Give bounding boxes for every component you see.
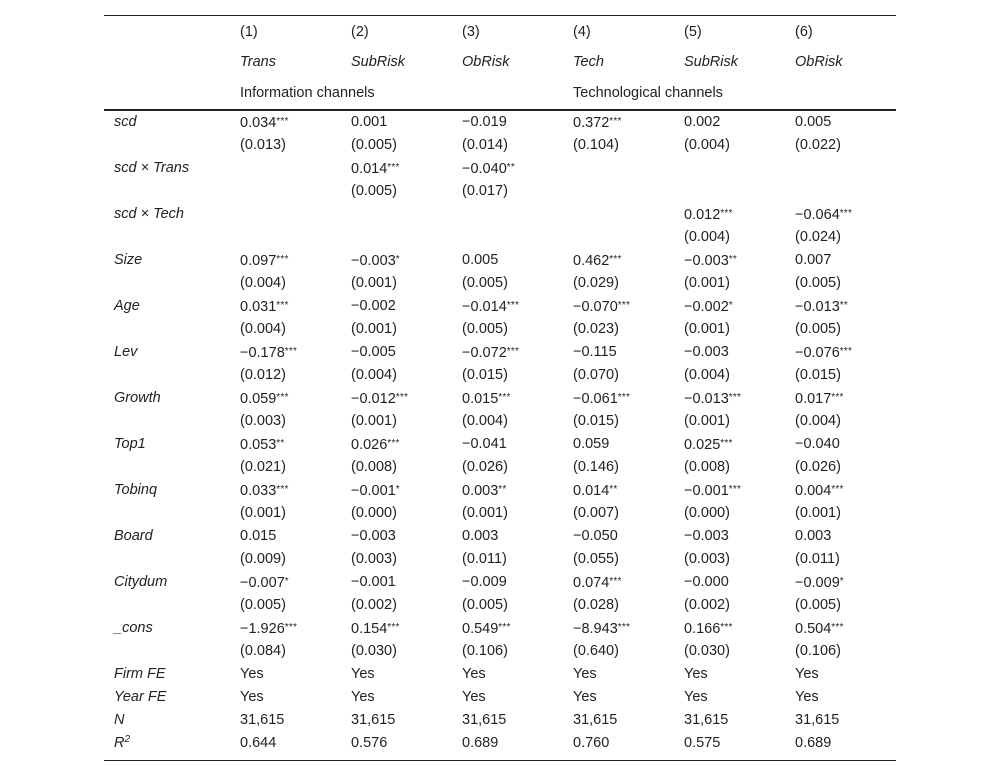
standard-error: (0.008) [351,459,397,475]
standard-error: (0.003) [240,413,286,429]
standard-error: (0.004) [795,413,841,429]
coefficient-cell [462,343,519,362]
coefficient-value: −0.007 [240,575,285,591]
significance-stars: *** [839,208,853,219]
column-number: (1) [240,24,258,40]
standard-error: (0.004) [684,367,730,383]
footer-value: Yes [795,666,819,682]
coefficient-cell [351,527,396,545]
coefficient-value: −0.003 [684,344,729,360]
column-number: (4) [573,24,591,40]
dependent-variable: ObRisk [795,54,843,70]
footer-value: Yes [240,689,264,705]
coefficient-cell [684,251,737,270]
coefficient-cell [240,435,284,454]
footer-value: Yes [240,666,264,682]
dependent-variable: SubRisk [684,54,738,70]
standard-error: (0.022) [795,137,841,153]
standard-error: (0.026) [795,459,841,475]
coefficient-value: −0.002 [684,299,729,315]
coefficient-cell [684,113,720,131]
standard-error: (0.005) [351,183,397,199]
coefficient-value: 0.549 [462,621,499,637]
footer-value: Yes [573,689,597,705]
row-label: Size [114,252,143,268]
coefficient-value: 0.017 [795,391,832,407]
coefficient-cell [462,527,498,545]
significance-stars: *** [728,392,742,403]
significance-stars: *** [276,116,289,127]
significance-stars: * [395,254,400,265]
footer-label-text: N [114,712,125,728]
coefficient-value: −0.003 [351,528,396,544]
standard-error: (0.029) [573,275,619,291]
standard-error: (0.005) [462,321,508,337]
standard-error: (0.008) [684,459,730,475]
coefficient-value: −0.019 [462,114,507,130]
standard-error: (0.000) [351,505,397,521]
coefficient-value: −0.009 [795,575,840,591]
coefficient-value: −0.013 [684,391,729,407]
standard-error: (0.005) [795,597,841,613]
coefficient-cell [684,205,733,224]
footer-value: 0.575 [684,735,721,751]
coefficient-cell [573,389,630,408]
significance-stars: *** [276,300,289,311]
coefficient-value: −1.926 [240,621,285,637]
significance-stars: *** [831,392,844,403]
footer-value: 0.689 [795,735,832,751]
standard-error: (0.005) [462,275,508,291]
coefficient-cell [795,619,844,638]
coefficient-cell [684,481,741,500]
significance-stars: *** [276,392,289,403]
significance-stars: *** [387,438,400,449]
row-label: scd × Trans [114,160,190,176]
standard-error: (0.640) [573,643,619,659]
coefficient-cell [462,159,515,178]
row-label: Growth [114,390,161,406]
standard-error: (0.001) [684,275,730,291]
coefficient-value: −0.076 [795,345,840,361]
significance-stars: ** [839,300,848,311]
standard-error: (0.011) [462,551,507,567]
coefficient-cell [573,435,609,453]
standard-error: (0.005) [462,597,508,613]
standard-error: (0.011) [795,551,840,567]
coefficient-cell [795,251,831,269]
coefficient-cell [351,573,396,591]
footer-value: 0.689 [462,735,499,751]
standard-error: (0.084) [240,643,286,659]
standard-error: (0.002) [351,597,397,613]
footer-value: 0.576 [351,735,388,751]
coefficient-value: 0.504 [795,621,832,637]
coefficient-value: −0.001 [684,483,729,499]
standard-error: (0.000) [684,505,730,521]
standard-error: (0.007) [573,505,619,521]
footer-label-text: R [114,735,125,751]
standard-error: (0.014) [462,137,508,153]
row-label: scd × Tech [114,206,184,222]
footer-value: Yes [351,689,375,705]
coefficient-cell [684,619,733,638]
group-label-technological: Technological channels [573,85,723,101]
table-bottom-rule [104,760,896,761]
standard-error: (0.005) [795,321,841,337]
standard-error: (0.024) [795,229,841,245]
coefficient-value: 0.026 [351,437,388,453]
coefficient-value: −0.002 [351,298,396,314]
coefficient-cell [795,343,852,362]
significance-stars: * [728,300,733,311]
significance-stars: *** [276,484,289,495]
coefficient-cell [240,527,276,545]
standard-error: (0.001) [351,321,397,337]
coefficient-cell [795,113,831,131]
standard-error: (0.004) [462,413,508,429]
table-header-rule [104,109,896,111]
footer-label-text: Firm FE [114,666,166,682]
standard-error: (0.005) [240,597,286,613]
coefficient-value: −8.943 [573,621,618,637]
standard-error: (0.106) [462,643,508,659]
coefficient-cell [351,389,408,408]
coefficient-cell [573,343,617,361]
table-top-rule [104,15,896,16]
significance-stars: * [395,484,400,495]
coefficient-cell [795,481,844,500]
significance-stars: *** [284,346,298,357]
coefficient-value: 0.003 [462,483,499,499]
coefficient-cell [351,481,400,500]
coefficient-value: 0.034 [240,115,277,131]
footer-row-label [114,734,130,752]
significance-stars: *** [498,392,511,403]
coefficient-value: 0.014 [351,161,388,177]
significance-stars: *** [617,300,631,311]
significance-stars: ** [728,254,737,265]
coefficient-value: −0.072 [462,345,507,361]
dependent-variable: Trans [240,54,276,70]
significance-stars: ** [506,162,515,173]
coefficient-cell [240,297,289,316]
coefficient-cell [573,251,622,270]
coefficient-cell [573,527,618,545]
standard-error: (0.026) [462,459,508,475]
coefficient-cell [684,527,729,545]
significance-stars: *** [609,254,622,265]
coefficient-cell [795,205,852,224]
coefficient-value: −0.041 [462,436,507,452]
significance-stars: *** [720,622,733,633]
column-number: (5) [684,24,702,40]
coefficient-value: −0.040 [795,436,840,452]
significance-stars: *** [728,484,742,495]
coefficient-cell [240,113,289,132]
coefficient-cell [462,113,507,131]
standard-error: (0.146) [573,459,619,475]
standard-error: (0.001) [351,275,397,291]
standard-error: (0.009) [240,551,286,567]
footer-value: 0.644 [240,735,277,751]
coefficient-value: −0.003 [351,253,396,269]
coefficient-cell [684,297,733,316]
footer-value: Yes [351,666,375,682]
significance-stars: *** [395,392,409,403]
coefficient-value: 0.154 [351,621,388,637]
row-label: Lev [114,344,138,360]
coefficient-value: 0.005 [462,252,499,268]
coefficient-cell [351,297,396,315]
coefficient-value: −0.003 [684,253,729,269]
significance-stars: *** [506,300,520,311]
coefficient-cell [462,435,507,453]
column-number: (6) [795,24,813,40]
significance-stars: *** [387,622,400,633]
significance-stars: ** [609,484,618,495]
standard-error: (0.001) [462,505,508,521]
coefficient-value: −0.064 [795,207,840,223]
row-label: _cons [114,620,153,636]
coefficient-value: −0.003 [684,528,729,544]
coefficient-cell [351,159,400,178]
coefficient-value: 0.015 [462,391,499,407]
group-label-information: Information channels [240,85,375,101]
coefficient-value: −0.012 [351,391,396,407]
footer-row-label [114,711,124,729]
row-label: Board [114,528,153,544]
coefficient-value: 0.059 [573,436,610,452]
coefficient-value: −0.005 [351,344,396,360]
standard-error: (0.004) [351,367,397,383]
coefficient-cell [462,297,519,316]
significance-stars: *** [506,346,520,357]
coefficient-cell [240,251,289,270]
significance-stars: *** [498,622,511,633]
coefficient-value: −0.061 [573,391,618,407]
coefficient-cell [573,113,622,132]
coefficient-value: 0.003 [462,528,499,544]
footer-row-label [114,688,166,706]
standard-error: (0.003) [351,551,397,567]
coefficient-value: −0.014 [462,299,507,315]
footer-value: Yes [684,689,708,705]
row-label: Age [114,298,140,314]
coefficient-value: 0.097 [240,253,277,269]
standard-error: (0.017) [462,183,508,199]
standard-error: (0.030) [351,643,397,659]
significance-stars: *** [720,208,733,219]
standard-error: (0.001) [240,505,286,521]
coefficient-cell [573,573,622,592]
footer-value: 31,615 [573,712,618,728]
significance-stars: * [284,576,289,587]
coefficient-cell [351,619,400,638]
coefficient-cell [795,297,848,316]
standard-error: (0.012) [240,367,286,383]
regression-table [104,15,896,761]
significance-stars: *** [284,622,298,633]
standard-error: (0.005) [795,275,841,291]
column-number: (2) [351,24,369,40]
coefficient-cell [795,573,844,592]
coefficient-cell [351,251,400,270]
footer-label-text: Year FE [114,689,167,705]
footer-value: 0.760 [573,735,610,751]
significance-stars: *** [839,346,853,357]
coefficient-cell [351,435,400,454]
coefficient-cell [462,251,498,269]
significance-stars: *** [831,484,844,495]
coefficient-value: 0.005 [795,114,832,130]
coefficient-cell [795,527,831,545]
coefficient-cell [240,573,289,592]
significance-stars: *** [609,576,622,587]
standard-error: (0.070) [573,367,619,383]
coefficient-cell [240,343,297,362]
footer-value: 31,615 [351,712,396,728]
significance-stars: *** [276,254,289,265]
footer-value: Yes [573,666,597,682]
footer-row-label [114,665,166,683]
dependent-variable: ObRisk [462,54,510,70]
coefficient-value: 0.014 [573,483,610,499]
significance-stars: *** [831,622,844,633]
standard-error: (0.004) [684,137,730,153]
coefficient-cell [573,619,630,638]
coefficient-value: 0.007 [795,252,832,268]
row-label: Top1 [114,436,146,452]
coefficient-cell [684,343,729,361]
coefficient-value: −0.178 [240,345,285,361]
standard-error: (0.023) [573,321,619,337]
coefficient-cell [462,573,507,591]
standard-error: (0.002) [684,597,730,613]
coefficient-value: 0.059 [240,391,277,407]
standard-error: (0.055) [573,551,619,567]
standard-error: (0.004) [240,275,286,291]
standard-error: (0.015) [795,367,841,383]
coefficient-value: 0.002 [684,114,721,130]
standard-error: (0.004) [684,229,730,245]
coefficient-cell [684,389,741,408]
row-label: scd [114,114,137,130]
coefficient-value: −0.040 [462,161,507,177]
coefficient-cell [684,573,729,591]
dependent-variable: SubRisk [351,54,405,70]
standard-error: (0.104) [573,137,619,153]
coefficient-cell [795,389,844,408]
coefficient-value: 0.012 [684,207,721,223]
coefficient-cell [684,435,733,454]
coefficient-value: −0.115 [573,344,617,360]
standard-error: (0.013) [240,137,286,153]
footer-label-superscript: 2 [124,734,131,745]
standard-error: (0.001) [684,413,730,429]
coefficient-value: 0.053 [240,437,277,453]
significance-stars: *** [617,622,631,633]
footer-value: 31,615 [795,712,840,728]
coefficient-value: 0.033 [240,483,277,499]
column-number: (3) [462,24,480,40]
standard-error: (0.106) [795,643,841,659]
coefficient-value: 0.166 [684,621,721,637]
significance-stars: ** [276,438,285,449]
standard-error: (0.004) [240,321,286,337]
footer-value: Yes [684,666,708,682]
coefficient-cell [573,297,630,316]
standard-error: (0.021) [240,459,286,475]
coefficient-value: 0.031 [240,299,277,315]
significance-stars: *** [617,392,631,403]
coefficient-cell [351,113,387,131]
dependent-variable: Tech [573,54,604,70]
coefficient-cell [351,343,396,361]
coefficient-cell [462,389,511,408]
standard-error: (0.001) [795,505,841,521]
standard-error: (0.001) [351,413,397,429]
significance-stars: *** [387,162,400,173]
footer-value: 31,615 [462,712,507,728]
coefficient-cell [795,435,840,453]
footer-value: Yes [462,666,486,682]
significance-stars: *** [720,438,733,449]
significance-stars: *** [609,116,622,127]
row-label: Citydum [114,574,168,590]
coefficient-cell [240,481,289,500]
coefficient-cell [573,481,617,500]
coefficient-value: −0.070 [573,299,618,315]
coefficient-value: 0.003 [795,528,832,544]
standard-error: (0.005) [351,137,397,153]
footer-value: Yes [795,689,819,705]
significance-stars: * [839,576,844,587]
coefficient-value: 0.004 [795,483,832,499]
coefficient-value: 0.015 [240,528,277,544]
footer-value: 31,615 [684,712,729,728]
standard-error: (0.030) [684,643,730,659]
standard-error: (0.015) [462,367,508,383]
coefficient-value: −0.009 [462,574,507,590]
standard-error: (0.003) [684,551,730,567]
coefficient-value: −0.050 [573,528,618,544]
coefficient-value: 0.025 [684,437,721,453]
footer-value: Yes [462,689,486,705]
coefficient-value: 0.001 [351,114,388,130]
coefficient-value: −0.001 [351,574,396,590]
coefficient-value: −0.000 [684,574,729,590]
standard-error: (0.001) [684,321,730,337]
standard-error: (0.028) [573,597,619,613]
significance-stars: ** [498,484,507,495]
standard-error: (0.015) [573,413,619,429]
coefficient-cell [462,619,511,638]
coefficient-cell [462,481,506,500]
coefficient-value: −0.013 [795,299,840,315]
coefficient-value: 0.372 [573,115,610,131]
coefficient-value: 0.462 [573,253,610,269]
coefficient-value: 0.074 [573,575,610,591]
coefficient-cell [240,619,297,638]
row-label: Tobinq [114,482,158,498]
coefficient-cell [240,389,289,408]
coefficient-value: −0.001 [351,483,396,499]
footer-value: 31,615 [240,712,285,728]
